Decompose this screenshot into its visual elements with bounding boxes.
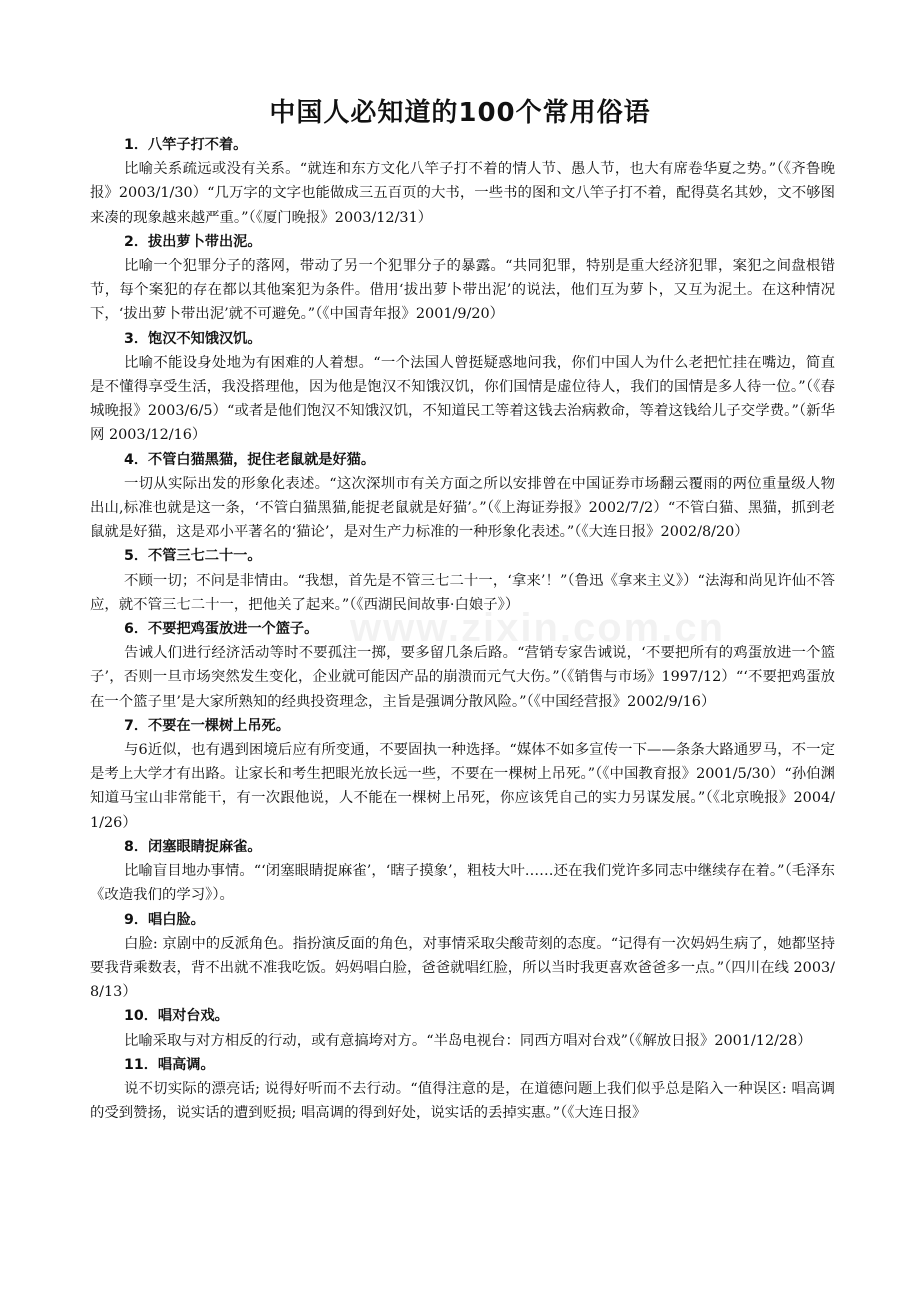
entry-heading: 7．不要在一棵树上吊死。 <box>124 717 290 734</box>
entry-text: 白脸: 京剧中的反派角色。指扮演反面的角色，对事情采取尖酸苛刻的态度。“记得有一次妈妈生病了，她都坚持要我背乘数表，背不出就不准我吃饭。妈妈唱白脸，爸爸就唱红脸，所以当时我更喜欢爸爸多一点。”（四川在线 2003/8/13） <box>90 935 835 1001</box>
entry-heading: 1．八竿子打不着。 <box>124 137 248 153</box>
entry-text: 比喻不能设身处地为有困难的人着想。“一个法国人曾挺疑惑地问我，你们中国人为什么老把忙挂在嘴边，简直是不懂得享受生活，我没搭理他，因为他是饱汉不知饿汉饥，你们国情是虚位待人，我们的国情是多人待一位。”（《春城晚报》2003/6/5）“或者是他们饱汉不知饿汉饥，不知道民工等着这钱去治病救命，等着这钱给儿子交学费。”（新华网 2003/12/16） <box>90 354 835 444</box>
entry-text: 比喻一个犯罪分子的落网，带动了另一个犯罪分子的暴露。“共同犯罪，特别是重大经济犯罪，案犯之间盘根错节，每个案犯的存在都以其他案犯为条件。借用‘拔出萝卜带出泥’的说法，他们互为萝卜，又互为泥土。在这种情况下，‘拔出萝卜带出泥’就不可避免。”（《中国青年报》2001/9/20） <box>90 258 835 323</box>
entry-heading: 6．不要把鸡蛋放进一个篮子。 <box>124 621 319 638</box>
entry-text: 与6近似，也有遇到困境后应有所变通，不要固执一种选择。“媒体不如多宣传一下——条条大路通罗马，不一定是考上大学才有出路。让家长和考生把眼光放长远一些，不要在一棵树上吊死。”（《中国教育报》2001/5/30）“孙伯渊知道马宝山非常能干，有一次跟他说，人不能在一棵树上吊死，你应该凭自己的实力另谋发展。”（《北京晚报》2004/1/26） <box>90 742 835 831</box>
page-title: 中国人必知道的100个常用俗语 <box>269 98 651 128</box>
entry-list <box>90 133 835 1125</box>
entry-text: 比喻采取与对方相反的行动，或有意搞垮对方。“半岛电视台：同西方唱对台戏”（《解放日报》2001/12/28） <box>124 1032 812 1049</box>
entry-heading: 8．闭塞眼睛捉麻雀。 <box>124 838 262 855</box>
entry-heading: 10．唱对台戏。 <box>124 1008 229 1025</box>
entry-heading: 9．唱白脸。 <box>124 911 205 928</box>
entry-text: 告诫人们进行经济活动等时不要孤注一掷，要多留几条后路。“营销专家告诫说，‘不要把所有的鸡蛋放进一个篮子’，否则一旦市场突然发生变化，企业就可能因产品的崩溃而元气大伤。”（《销售与市场》1997/12）“‘不要把鸡蛋放在一个篮子里’是大家所熟知的经典投资理念，主旨是强调分散风险。”（《中国经营报》2002/9/16） <box>90 645 835 710</box>
entry-text: 比喻盲目地办事情。“‘闭塞眼睛捉麻雀’，‘瞎子摸象’，粗枝大叶……还在我们党许多同志中继续存在着。”（毛泽东《改造我们的学习》）。 <box>90 863 835 904</box>
entry-text: 一切从实际出发的形象化表述。“这次深圳市有关方面之所以安排曾在中国证券市场翻云覆雨的两位重量级人物出山,标准也就是这一条，‘不管白猫黑猫,能捉老鼠就是好猫’。”（《上海证券报》2002/7/2）“不管白猫、黑猫，抓到老鼠就是好猫，这是邓小平著名的‘猫论’，是对生产力标准的一种形象化表述。”（《大连日报》2002/8/20） <box>90 475 835 541</box>
entry-heading: 2．拔出萝卜带出泥。 <box>124 233 262 250</box>
entry-heading: 11．唱高调。 <box>124 1056 215 1073</box>
entry-heading: 4．不管白猫黑猫，捉住老鼠就是好猫。 <box>124 451 376 468</box>
entry-text: 不顾一切；不问是非情由。“我想，首先是不管三七二十一，‘拿来’！”（鲁迅《拿来主义》）“法海和尚见许仙不答应，就不管三七二十一，把他关了起来。”（《西湖民间故事·白娘子》） <box>90 572 835 613</box>
entry-text: 说不切实际的漂亮话; 说得好听而不去行动。“值得注意的是，在道德问题上我们似乎总是陷入一种误区: 唱高调的受到赞扬，说实话的遭到贬损; 唱高调的得到好处，说实话的丢掉实惠。”（《大连日报》 <box>90 1080 835 1122</box>
entry-heading: 3．饱汉不知饿汉饥。 <box>124 330 262 347</box>
entry-heading: 5．不管三七二十一。 <box>124 548 262 565</box>
entry-text: 比喻关系疏远或没有关系。“就连和东方文化八竿子打不着的情人节、愚人节，也大有席卷华夏之势。”（《齐鲁晚报》2003/1/30）“几万字的文字也能做成三五百页的大书，一些书的图和文八竿子打不着，配得莫名其妙，文不够图来凑的现象越来越严重。”（《厦门晚报》2003/12/31） <box>90 161 835 226</box>
watermark: www.zixin.com.cn <box>350 606 726 650</box>
